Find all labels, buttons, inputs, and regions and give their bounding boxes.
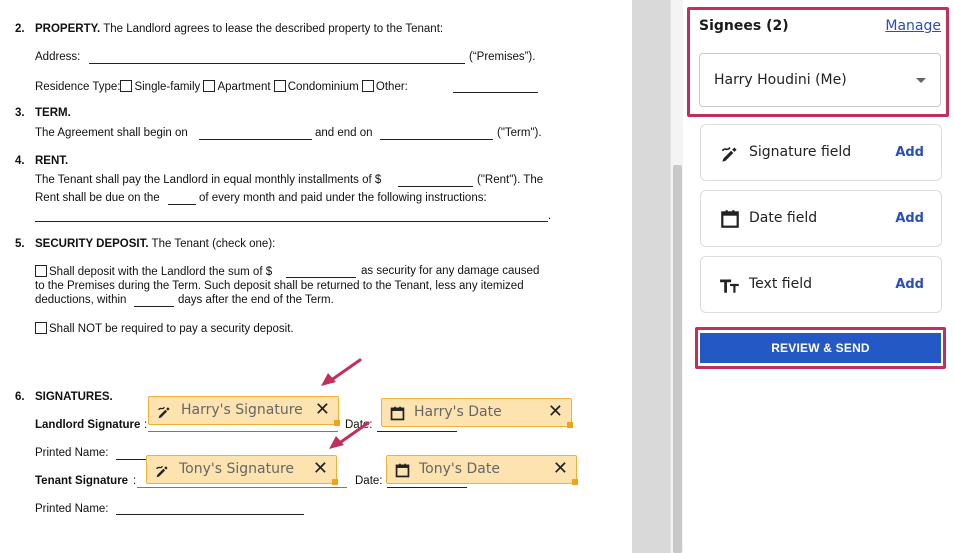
section-3-heading: TERM. — [35, 107, 71, 119]
section-2-text — [35, 23, 443, 35]
no-deposit-text: Shall NOT be required to pay a security deposit. — [49, 323, 294, 335]
period: . — [548, 210, 552, 222]
landlord-date-line — [377, 431, 457, 432]
deposit-option-2 — [35, 322, 294, 335]
checkbox-single-family[interactable] — [120, 80, 132, 92]
deposit-text-e: days after the end of the Term. — [178, 294, 334, 306]
field-label: Harry's Date — [414, 404, 502, 420]
section-number: 3. — [15, 107, 25, 119]
resize-handle[interactable] — [567, 422, 573, 428]
section-number: 5. — [15, 238, 25, 250]
text-icon — [719, 274, 741, 296]
placed-field-harry-date[interactable] — [381, 398, 572, 427]
checkbox-apartment[interactable] — [203, 80, 215, 92]
checkbox-condominium[interactable] — [274, 80, 286, 92]
signature-icon — [154, 462, 171, 479]
checkbox-other[interactable] — [362, 80, 374, 92]
section-number: 4. — [15, 155, 25, 167]
calendar-icon — [394, 462, 411, 479]
deposit-text-c: to the Premises during the Term. Such deposit shall be returned to the Tenant, less any itemized — [35, 280, 524, 292]
residence-type-row — [35, 80, 408, 93]
side-panel — [683, 0, 954, 553]
colon: : — [133, 475, 137, 487]
date-field-card[interactable] — [700, 190, 942, 247]
close-icon[interactable]: ✕ — [312, 458, 328, 479]
signees-title: Signees (2) — [699, 18, 789, 34]
placed-field-tony-date[interactable] — [386, 455, 577, 484]
printed-name-label: Printed Name: — [35, 447, 109, 459]
premises-label: (“Premises”). — [469, 51, 536, 63]
close-icon[interactable]: ✕ — [314, 399, 330, 420]
add-text-field-button[interactable]: Add — [895, 277, 924, 292]
other-line — [453, 92, 538, 93]
rent-text-2b: of every month and paid under the following instructions: — [199, 192, 487, 204]
section-5-heading: SECURITY DEPOSIT. — [35, 238, 149, 250]
field-type-label: Text field — [749, 276, 812, 292]
deposit-amount-line — [286, 277, 356, 278]
deposit-text-a: Shall deposit with the Landlord the sum of $ — [49, 266, 273, 278]
section-5-text — [35, 238, 275, 250]
deposit-option-1 — [35, 265, 272, 278]
section-6-heading: SIGNATURES. — [35, 391, 113, 403]
deposit-days-line — [134, 306, 174, 307]
chevron-down-icon — [916, 78, 926, 83]
page-gutter — [632, 0, 670, 553]
landlord-signature-line — [148, 431, 338, 432]
term-begin: The Agreement shall begin on — [35, 127, 188, 139]
field-type-label: Date field — [749, 210, 818, 226]
signature-icon — [719, 142, 741, 164]
selected-signee: Harry Houdini (Me) — [714, 72, 847, 88]
rent-text-1b: ("Rent"). The — [477, 174, 544, 186]
end-line — [380, 139, 493, 140]
option-label: Apartment — [217, 81, 271, 93]
tenant-signature-label: Tenant Signature — [35, 475, 129, 487]
residence-label: Residence Type: — [35, 81, 121, 93]
landlord-signature-label: Landlord Signature — [35, 419, 141, 431]
rent-amount-line — [398, 186, 473, 187]
option-label: Condominium — [287, 81, 359, 93]
close-icon[interactable]: ✕ — [552, 458, 568, 479]
tenant-date-line — [387, 487, 467, 488]
checkbox-no-deposit[interactable] — [35, 322, 47, 334]
date-label: Date: — [355, 475, 383, 487]
checkbox-deposit[interactable] — [35, 265, 47, 277]
deposit-text-b: as security for any damage caused — [361, 265, 540, 277]
due-day-line — [168, 204, 196, 205]
text-field-card[interactable] — [700, 256, 942, 313]
term-label: ("Term"). — [497, 127, 542, 139]
address-line — [89, 63, 465, 64]
section-4-heading: RENT. — [35, 155, 69, 167]
field-type-label: Signature field — [749, 144, 852, 160]
scrollbar[interactable] — [670, 0, 683, 553]
tenant-signature-line — [137, 487, 347, 488]
calendar-icon — [389, 405, 406, 422]
section-number: 2. — [15, 23, 25, 35]
signature-field-card[interactable] — [700, 124, 942, 181]
field-label: Harry's Signature — [181, 402, 303, 418]
section-2-heading: PROPERTY. — [35, 23, 101, 35]
resize-handle[interactable] — [332, 479, 338, 485]
close-icon[interactable]: ✕ — [547, 401, 563, 422]
add-date-field-button[interactable]: Add — [895, 211, 924, 226]
arrow-icon — [318, 355, 366, 390]
review-and-send-button[interactable]: REVIEW & SEND — [700, 333, 941, 363]
section-2-body: The Landlord agrees to lease the described property to the Tenant: — [103, 23, 444, 35]
section-5-body: The Tenant (check one): — [151, 238, 276, 250]
option-label: Single-family — [134, 81, 201, 93]
address-label: Address: — [35, 51, 81, 63]
placed-field-harry-signature[interactable] — [148, 396, 339, 425]
deposit-text-d: deductions, within — [35, 294, 127, 306]
option-label: Other: — [375, 81, 408, 93]
tenant-printed-name-line — [116, 514, 304, 515]
signature-icon — [156, 403, 173, 420]
rent-text-1: The Tenant shall pay the Landlord in equal monthly installments of $ — [35, 174, 382, 186]
signee-dropdown[interactable] — [699, 53, 941, 107]
scrollbar-thumb[interactable] — [673, 165, 682, 553]
term-end: and end on — [315, 127, 373, 139]
colon: : — [144, 419, 148, 431]
add-signature-field-button[interactable]: Add — [895, 145, 924, 160]
begin-line — [199, 139, 312, 140]
rent-text-2: Rent shall be due on the — [35, 192, 160, 204]
resize-handle[interactable] — [572, 479, 578, 485]
resize-handle[interactable] — [334, 420, 340, 426]
field-label: Tony's Date — [419, 461, 500, 477]
section-number: 6. — [15, 391, 25, 403]
printed-name-label: Printed Name: — [35, 503, 109, 515]
placed-field-tony-signature[interactable] — [146, 455, 337, 484]
calendar-icon — [719, 208, 741, 230]
instructions-line — [35, 221, 548, 222]
field-label: Tony's Signature — [179, 461, 295, 477]
date-label: Date: — [345, 419, 373, 431]
manage-link[interactable]: Manage — [885, 18, 941, 34]
